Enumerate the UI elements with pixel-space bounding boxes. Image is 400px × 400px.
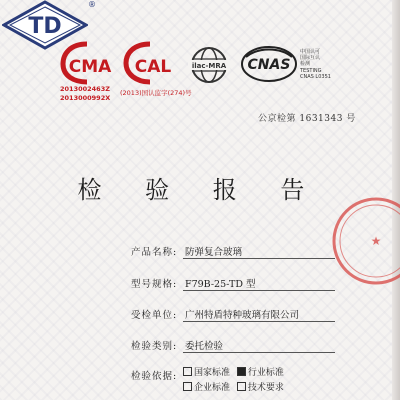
basis-option-industry: [237, 366, 284, 381]
model-value: F79B-25-TD 型: [183, 276, 335, 291]
inspection-type-label: 检验类别:: [131, 341, 178, 352]
basis-option-technical: [237, 381, 284, 396]
product-name-value: 防弹复合玻璃: [183, 244, 335, 259]
cma-logo-text: CMA: [68, 57, 112, 77]
cnas-text-4: TESTING: [300, 67, 322, 74]
inspection-type-value: 委托检验: [183, 338, 335, 353]
report-number: 公京检第 1631343 号: [258, 114, 356, 124]
basis-option-label: 国家标准: [194, 368, 231, 378]
cnas-text-5: CNAS L0351: [300, 73, 331, 80]
cma-logo-icon: [60, 40, 115, 85]
field-client: [131, 307, 335, 322]
checkbox-icon: [183, 382, 192, 391]
cma-codes: [60, 85, 110, 103]
checkbox-icon: [183, 367, 192, 376]
cma-code-1: 2013002463Z: [60, 85, 110, 93]
basis-label: 检验依据:: [131, 371, 178, 382]
cnas-text-1: 中国认可: [300, 49, 321, 55]
client-label: 受检单位:: [131, 310, 178, 321]
product-name-label: 产品名称:: [131, 247, 178, 258]
field-product-name: [131, 244, 335, 259]
cnas-text-2: 国际互认: [300, 55, 321, 62]
cnas-logo-icon: [240, 43, 298, 85]
registered-mark: ®: [88, 0, 96, 9]
basis-option-label: 企业标准: [194, 383, 231, 393]
basis-option-label: 技术要求: [247, 383, 284, 393]
cal-code: (2013)国认监字(274)号: [120, 89, 192, 97]
cnas-text-3: 检测: [300, 61, 311, 68]
checkbox-checked-icon: [237, 367, 246, 376]
cal-logo-icon: [122, 40, 178, 85]
field-model: [131, 276, 335, 291]
ilac-mra-text: ilac-MRA: [191, 62, 227, 70]
official-seal-icon: [330, 195, 400, 287]
checkbox-icon: [237, 382, 246, 391]
page-title: 检 验 报 告: [77, 176, 323, 204]
basis-option-national: [183, 366, 230, 381]
basis-option-enterprise: [183, 381, 230, 396]
ilac-mra-logo-icon: [180, 45, 238, 85]
field-basis: [131, 368, 183, 382]
td-logo-text: TD: [28, 14, 62, 39]
cal-logo-text: CAL: [134, 57, 172, 77]
client-value: 广州特盾特种玻璃有限公司: [183, 307, 335, 322]
basis-option-label: 行业标准: [247, 368, 284, 378]
cnas-logo-text: CNAS: [247, 57, 291, 73]
basis-options: [183, 366, 288, 396]
cnas-accreditation-text: [300, 49, 331, 80]
svg-text:★: ★: [370, 234, 382, 248]
field-inspection-type: [131, 338, 335, 353]
model-label: 型号规格:: [131, 279, 178, 290]
cma-code-2: 2013000992X: [60, 94, 111, 102]
